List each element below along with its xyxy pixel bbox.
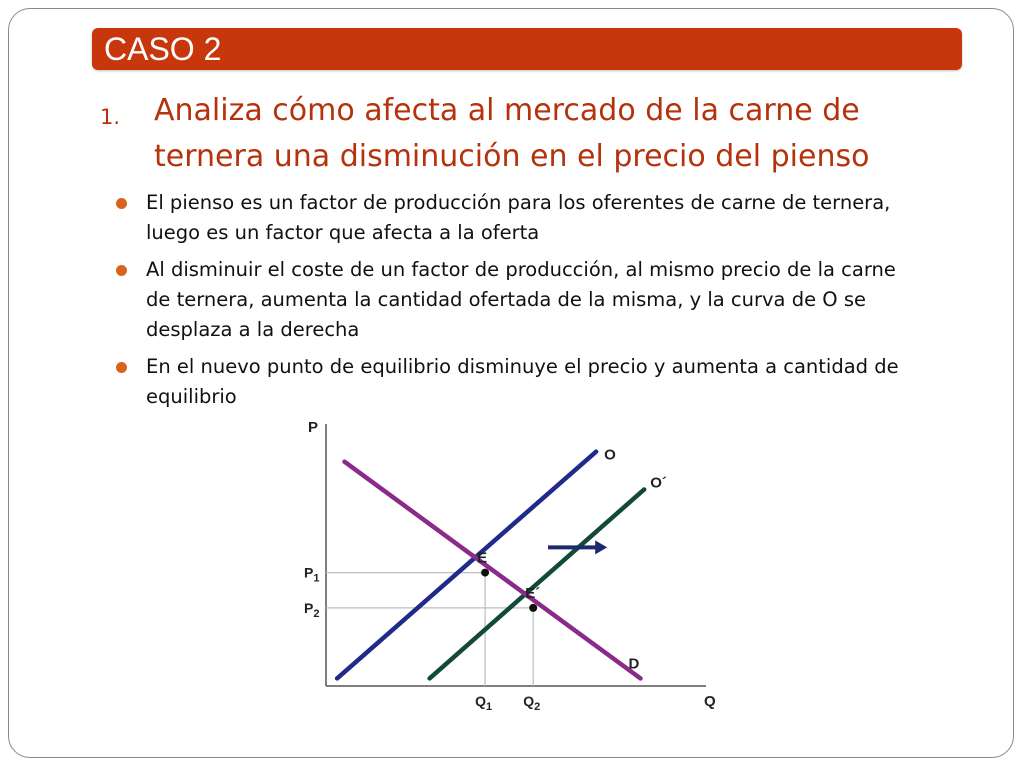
- bullet-line: equilibrio: [146, 385, 237, 408]
- quantity-tick-label-2: $Q_2$: [523, 693, 541, 713]
- heading-number: 1.: [100, 105, 121, 129]
- quantity-tick-label-1: $Q_1$: [475, 693, 493, 713]
- demand-label: D: [628, 655, 640, 673]
- bullet-list: [116, 188, 956, 419]
- shift-arrow-head: [595, 540, 607, 554]
- price-tick-label-1: $P_1$: [304, 564, 320, 585]
- bullet-dot-icon: [116, 265, 127, 276]
- curve-3: [345, 462, 641, 679]
- supply-label: O: [604, 446, 616, 464]
- x-axis-label: Q: [704, 693, 716, 710]
- bullet-item-2: [116, 255, 956, 345]
- bullet-line: El pienso es un factor de producción para los oferentes de carne de ternera,: [146, 191, 891, 214]
- bullet-item-1: [116, 188, 956, 248]
- bullet-line: de ternera, aumenta la cantidad ofertada de la misma, y la curva de O se: [146, 288, 866, 311]
- new-supply-label: O´: [650, 474, 667, 492]
- bullet-dot-icon: [116, 362, 127, 373]
- heading-text: [154, 88, 914, 180]
- equilibrium-point-2: [529, 604, 537, 612]
- slide-title: CASO 2: [104, 31, 222, 67]
- supply-demand-chart: [300, 420, 730, 720]
- bullet-dot-icon: [116, 198, 127, 209]
- bullet-line: Al disminuir el coste de un factor de producción, al mismo precio de la carne: [146, 258, 896, 281]
- bullet-line: desplaza a la derecha: [146, 318, 360, 341]
- price-tick-label-2: $P_2$: [304, 599, 320, 620]
- equilibrium-point-1: [481, 569, 489, 577]
- bullet-item-3: [116, 352, 956, 412]
- bullet-line: En el nuevo punto de equilibrio disminuye el precio y aumenta a cantidad de: [146, 355, 899, 378]
- equilibrium-label-2: E´: [525, 584, 541, 602]
- y-axis-label: P: [308, 420, 319, 436]
- equilibrium-label-1: E: [477, 549, 488, 567]
- title-bar: [92, 28, 962, 70]
- heading-line-2: ternera una disminución en el precio del pienso: [154, 139, 870, 174]
- heading-line-1: Analiza cómo afecta al mercado de la carne de: [154, 93, 860, 128]
- bullet-line: luego es un factor que afecta a la oferta: [146, 221, 540, 244]
